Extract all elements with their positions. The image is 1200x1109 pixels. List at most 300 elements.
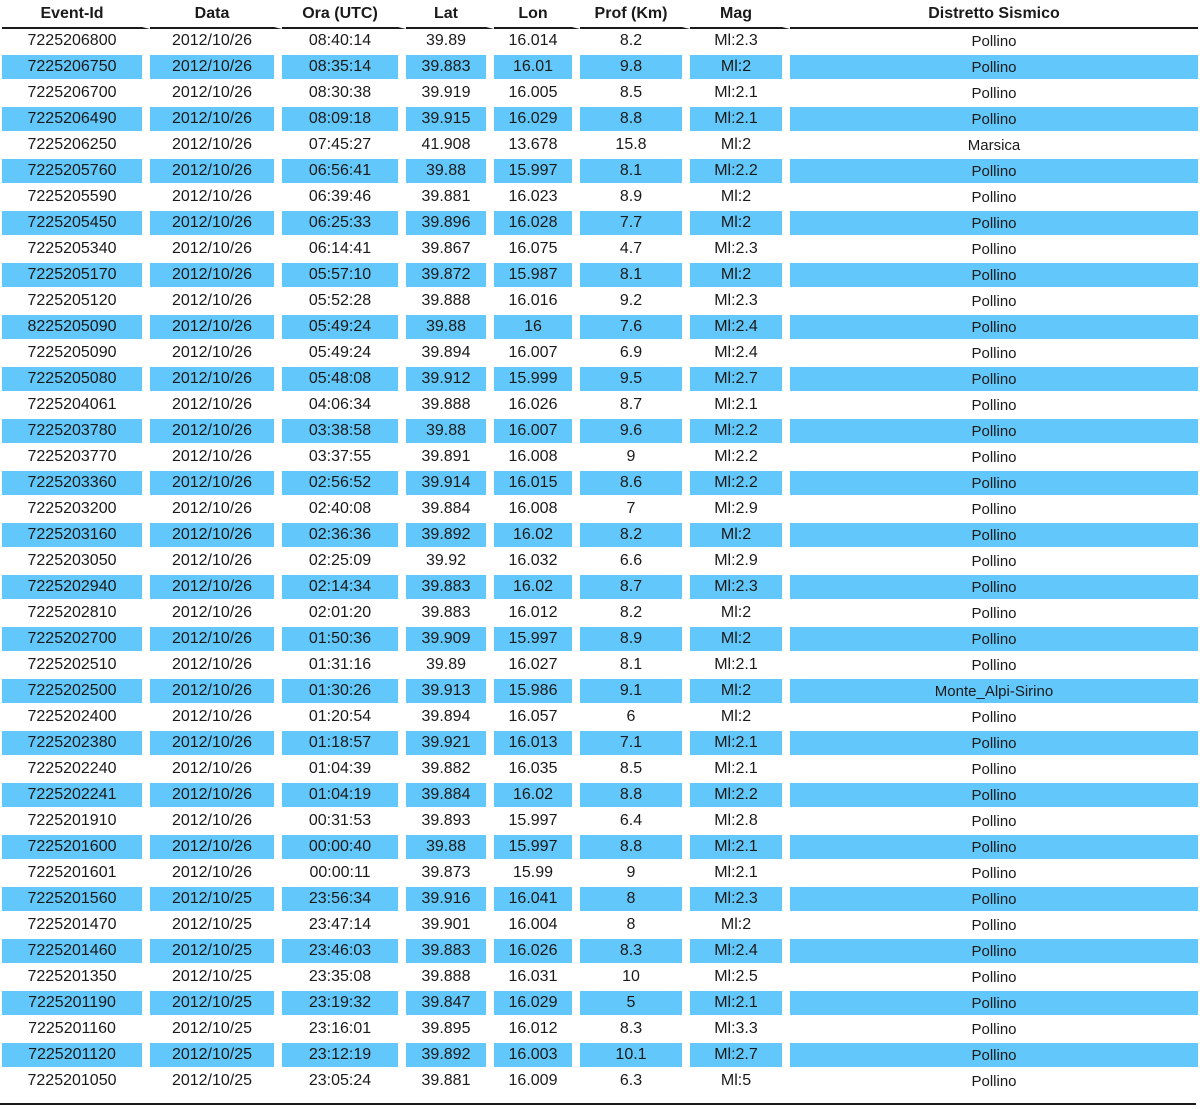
longitude-cell: 16.035 — [494, 757, 580, 783]
table-row[interactable] — [2, 315, 1198, 341]
latitude-cell: 39.909 — [406, 627, 494, 653]
event-id-cell: 7225202940 — [2, 575, 150, 601]
table-row[interactable] — [2, 29, 1198, 55]
date-cell: 2012/10/26 — [150, 471, 282, 497]
district-cell: Pollino — [790, 627, 1198, 653]
depth-cell: 9.2 — [580, 289, 690, 315]
depth-cell: 8.3 — [580, 1017, 690, 1043]
event-id-cell: 7225203200 — [2, 497, 150, 523]
time-cell: 02:36:36 — [282, 523, 406, 549]
depth-cell: 8.5 — [580, 81, 690, 107]
depth-cell: 10 — [580, 965, 690, 991]
longitude-cell: 16.004 — [494, 913, 580, 939]
latitude-cell: 39.921 — [406, 731, 494, 757]
longitude-cell: 16.012 — [494, 601, 580, 627]
time-cell: 01:04:19 — [282, 783, 406, 809]
depth-cell: 9.8 — [580, 55, 690, 81]
magnitude-cell: Ml:2.8 — [690, 809, 790, 835]
latitude-cell: 39.888 — [406, 393, 494, 419]
time-cell: 05:57:10 — [282, 263, 406, 289]
magnitude-cell: Ml:2.1 — [690, 731, 790, 757]
table-row[interactable] — [2, 861, 1198, 887]
date-cell: 2012/10/26 — [150, 549, 282, 575]
event-id-cell: 7225203360 — [2, 471, 150, 497]
depth-cell: 5 — [580, 991, 690, 1017]
time-cell: 01:50:36 — [282, 627, 406, 653]
time-cell: 23:05:24 — [282, 1069, 406, 1095]
date-cell: 2012/10/26 — [150, 55, 282, 81]
depth-cell: 6.3 — [580, 1069, 690, 1095]
magnitude-cell: Ml:2.3 — [690, 237, 790, 263]
event-id-cell: 7225201050 — [2, 1069, 150, 1095]
longitude-cell: 15.99 — [494, 861, 580, 887]
date-cell: 2012/10/26 — [150, 757, 282, 783]
district-cell: Pollino — [790, 653, 1198, 679]
table-row[interactable] — [2, 81, 1198, 107]
event-id-cell: 7225205450 — [2, 211, 150, 237]
table-row[interactable] — [2, 705, 1198, 731]
event-id-cell: 7225201470 — [2, 913, 150, 939]
table-row[interactable] — [2, 289, 1198, 315]
magnitude-cell: Ml:2.1 — [690, 835, 790, 861]
latitude-cell: 39.89 — [406, 653, 494, 679]
table-row[interactable] — [2, 783, 1198, 809]
table-row[interactable] — [2, 185, 1198, 211]
time-cell: 00:00:40 — [282, 835, 406, 861]
event-id-cell: 7225202510 — [2, 653, 150, 679]
time-cell: 04:06:34 — [282, 393, 406, 419]
event-id-cell: 7225201600 — [2, 835, 150, 861]
district-cell: Pollino — [790, 341, 1198, 367]
depth-cell: 9 — [580, 861, 690, 887]
magnitude-cell: Ml:2.3 — [690, 289, 790, 315]
longitude-cell: 16.041 — [494, 887, 580, 913]
district-cell: Marsica — [790, 133, 1198, 159]
date-cell: 2012/10/26 — [150, 159, 282, 185]
magnitude-cell: Ml:2 — [690, 627, 790, 653]
longitude-cell: 16.013 — [494, 731, 580, 757]
table-row[interactable] — [2, 835, 1198, 861]
table-row[interactable] — [2, 367, 1198, 393]
latitude-cell: 39.88 — [406, 419, 494, 445]
time-cell: 02:14:34 — [282, 575, 406, 601]
table-row[interactable] — [2, 1069, 1198, 1095]
magnitude-cell: Ml:2.5 — [690, 965, 790, 991]
date-cell: 2012/10/25 — [150, 991, 282, 1017]
longitude-cell: 16.008 — [494, 445, 580, 471]
time-cell: 02:01:20 — [282, 601, 406, 627]
event-id-cell: 7225201460 — [2, 939, 150, 965]
latitude-cell: 39.872 — [406, 263, 494, 289]
date-cell: 2012/10/26 — [150, 575, 282, 601]
longitude-cell: 16.029 — [494, 991, 580, 1017]
date-cell: 2012/10/25 — [150, 887, 282, 913]
event-id-cell: 7225205090 — [2, 341, 150, 367]
latitude-cell: 39.919 — [406, 81, 494, 107]
longitude-cell: 16.007 — [494, 419, 580, 445]
magnitude-cell: Ml:2.2 — [690, 783, 790, 809]
date-cell: 2012/10/26 — [150, 627, 282, 653]
latitude-cell: 39.916 — [406, 887, 494, 913]
table-row[interactable] — [2, 575, 1198, 601]
longitude-cell: 16.023 — [494, 185, 580, 211]
date-cell: 2012/10/26 — [150, 29, 282, 55]
table-row[interactable] — [2, 549, 1198, 575]
longitude-cell: 16.028 — [494, 211, 580, 237]
district-cell: Pollino — [790, 965, 1198, 991]
time-cell: 01:04:39 — [282, 757, 406, 783]
time-cell: 02:40:08 — [282, 497, 406, 523]
time-cell: 01:20:54 — [282, 705, 406, 731]
magnitude-cell: Ml:2.4 — [690, 939, 790, 965]
date-cell: 2012/10/25 — [150, 1069, 282, 1095]
table-row[interactable] — [2, 497, 1198, 523]
date-cell: 2012/10/26 — [150, 783, 282, 809]
date-cell: 2012/10/25 — [150, 1017, 282, 1043]
longitude-cell: 16.02 — [494, 523, 580, 549]
date-cell: 2012/10/26 — [150, 341, 282, 367]
magnitude-cell: Ml:2 — [690, 133, 790, 159]
event-id-cell: 7225205590 — [2, 185, 150, 211]
magnitude-cell: Ml:2.7 — [690, 367, 790, 393]
depth-cell: 9.5 — [580, 367, 690, 393]
longitude-cell: 15.986 — [494, 679, 580, 705]
depth-cell: 8.6 — [580, 471, 690, 497]
depth-cell: 10.1 — [580, 1043, 690, 1069]
date-cell: 2012/10/26 — [150, 679, 282, 705]
date-cell: 2012/10/26 — [150, 107, 282, 133]
time-cell: 01:30:26 — [282, 679, 406, 705]
longitude-cell: 15.997 — [494, 159, 580, 185]
longitude-cell: 16.014 — [494, 29, 580, 55]
table-row[interactable] — [2, 601, 1198, 627]
time-cell: 23:12:19 — [282, 1043, 406, 1069]
event-id-cell: 7225205340 — [2, 237, 150, 263]
latitude-cell: 39.884 — [406, 783, 494, 809]
magnitude-cell: Ml:2.1 — [690, 393, 790, 419]
latitude-cell: 39.892 — [406, 1043, 494, 1069]
depth-cell: 8.1 — [580, 263, 690, 289]
header-event-id[interactable]: Event-Id — [2, 0, 150, 29]
longitude-cell: 16.02 — [494, 575, 580, 601]
longitude-cell: 16.005 — [494, 81, 580, 107]
table-row[interactable] — [2, 991, 1198, 1017]
latitude-cell: 39.888 — [406, 289, 494, 315]
header-magnitude[interactable]: Mag — [690, 0, 790, 29]
depth-cell: 8.8 — [580, 783, 690, 809]
longitude-cell: 16.027 — [494, 653, 580, 679]
latitude-cell: 39.913 — [406, 679, 494, 705]
district-cell: Pollino — [790, 237, 1198, 263]
magnitude-cell: Ml:2 — [690, 601, 790, 627]
table-row[interactable] — [2, 887, 1198, 913]
event-id-cell: 7225201350 — [2, 965, 150, 991]
event-id-cell: 8225205090 — [2, 315, 150, 341]
latitude-cell: 39.894 — [406, 705, 494, 731]
event-id-cell: 7225205170 — [2, 263, 150, 289]
district-cell: Pollino — [790, 549, 1198, 575]
table-row[interactable] — [2, 913, 1198, 939]
earthquake-events-table — [2, 0, 1198, 1095]
table-row[interactable] — [2, 627, 1198, 653]
date-cell: 2012/10/26 — [150, 289, 282, 315]
longitude-cell: 16.031 — [494, 965, 580, 991]
event-id-cell: 7225205080 — [2, 367, 150, 393]
district-cell: Pollino — [790, 289, 1198, 315]
depth-cell: 6.6 — [580, 549, 690, 575]
header-longitude[interactable]: Lon — [494, 0, 580, 29]
district-cell: Pollino — [790, 887, 1198, 913]
depth-cell: 7 — [580, 497, 690, 523]
longitude-cell: 16.026 — [494, 939, 580, 965]
longitude-cell: 16.026 — [494, 393, 580, 419]
date-cell: 2012/10/26 — [150, 393, 282, 419]
district-cell: Pollino — [790, 393, 1198, 419]
event-id-cell: 7225205120 — [2, 289, 150, 315]
longitude-cell: 16.008 — [494, 497, 580, 523]
district-cell: Pollino — [790, 809, 1198, 835]
time-cell: 06:39:46 — [282, 185, 406, 211]
depth-cell: 8.1 — [580, 159, 690, 185]
depth-cell: 7.1 — [580, 731, 690, 757]
longitude-cell: 15.997 — [494, 627, 580, 653]
latitude-cell: 39.867 — [406, 237, 494, 263]
time-cell: 02:56:52 — [282, 471, 406, 497]
district-cell: Pollino — [790, 471, 1198, 497]
district-cell: Pollino — [790, 29, 1198, 55]
table-row[interactable] — [2, 809, 1198, 835]
table-row[interactable] — [2, 1017, 1198, 1043]
district-cell: Pollino — [790, 445, 1198, 471]
district-cell: Pollino — [790, 1069, 1198, 1095]
event-id-cell: 7225204061 — [2, 393, 150, 419]
event-id-cell: 7225206750 — [2, 55, 150, 81]
magnitude-cell: Ml:2.1 — [690, 861, 790, 887]
table-row[interactable] — [2, 471, 1198, 497]
magnitude-cell: Ml:2.1 — [690, 81, 790, 107]
time-cell: 05:49:24 — [282, 315, 406, 341]
event-id-cell: 7225203160 — [2, 523, 150, 549]
district-cell: Pollino — [790, 705, 1198, 731]
district-cell: Pollino — [790, 575, 1198, 601]
magnitude-cell: Ml:2.9 — [690, 549, 790, 575]
depth-cell: 9 — [580, 445, 690, 471]
latitude-cell: 39.884 — [406, 497, 494, 523]
table-row[interactable] — [2, 757, 1198, 783]
depth-cell: 8.8 — [580, 835, 690, 861]
magnitude-cell: Ml:2.3 — [690, 575, 790, 601]
table-footer-rule — [0, 1103, 1196, 1105]
table-row[interactable] — [2, 55, 1198, 81]
date-cell: 2012/10/26 — [150, 835, 282, 861]
depth-cell: 8.9 — [580, 185, 690, 211]
date-cell: 2012/10/25 — [150, 939, 282, 965]
district-cell: Pollino — [790, 263, 1198, 289]
district-cell: Pollino — [790, 939, 1198, 965]
latitude-cell: 39.88 — [406, 315, 494, 341]
time-cell: 23:35:08 — [282, 965, 406, 991]
date-cell: 2012/10/25 — [150, 965, 282, 991]
magnitude-cell: Ml:2.2 — [690, 445, 790, 471]
table-row[interactable] — [2, 211, 1198, 237]
event-id-cell: 7225201910 — [2, 809, 150, 835]
header-time-utc[interactable]: Ora (UTC) — [282, 0, 406, 29]
district-cell: Pollino — [790, 783, 1198, 809]
latitude-cell: 39.88 — [406, 835, 494, 861]
event-id-cell: 7225201601 — [2, 861, 150, 887]
event-id-cell: 7225202500 — [2, 679, 150, 705]
table-row[interactable] — [2, 107, 1198, 133]
event-id-cell: 7225202241 — [2, 783, 150, 809]
time-cell: 08:09:18 — [282, 107, 406, 133]
time-cell: 05:48:08 — [282, 367, 406, 393]
district-cell: Pollino — [790, 211, 1198, 237]
depth-cell: 8.7 — [580, 575, 690, 601]
depth-cell: 7.6 — [580, 315, 690, 341]
magnitude-cell: Ml:2 — [690, 263, 790, 289]
table-row[interactable] — [2, 965, 1198, 991]
table-row[interactable] — [2, 133, 1198, 159]
event-id-cell: 7225203780 — [2, 419, 150, 445]
event-id-cell: 7225202240 — [2, 757, 150, 783]
latitude-cell: 39.883 — [406, 575, 494, 601]
date-cell: 2012/10/26 — [150, 523, 282, 549]
latitude-cell: 39.888 — [406, 965, 494, 991]
longitude-cell: 16.015 — [494, 471, 580, 497]
latitude-cell: 39.873 — [406, 861, 494, 887]
date-cell: 2012/10/26 — [150, 419, 282, 445]
header-date[interactable]: Data — [150, 0, 282, 29]
table-row[interactable] — [2, 237, 1198, 263]
district-cell: Pollino — [790, 185, 1198, 211]
district-cell: Pollino — [790, 1017, 1198, 1043]
header-depth-km[interactable]: Prof (Km) — [580, 0, 690, 29]
longitude-cell: 16.029 — [494, 107, 580, 133]
date-cell: 2012/10/26 — [150, 653, 282, 679]
header-latitude[interactable]: Lat — [406, 0, 494, 29]
table-row[interactable] — [2, 523, 1198, 549]
table-row[interactable] — [2, 939, 1198, 965]
latitude-cell: 39.882 — [406, 757, 494, 783]
depth-cell: 8.7 — [580, 393, 690, 419]
longitude-cell: 15.997 — [494, 809, 580, 835]
longitude-cell: 16.057 — [494, 705, 580, 731]
table-row[interactable] — [2, 653, 1198, 679]
longitude-cell: 16.007 — [494, 341, 580, 367]
time-cell: 05:52:28 — [282, 289, 406, 315]
time-cell: 06:25:33 — [282, 211, 406, 237]
table-row[interactable] — [2, 679, 1198, 705]
time-cell: 00:00:11 — [282, 861, 406, 887]
depth-cell: 8.2 — [580, 601, 690, 627]
magnitude-cell: Ml:2.4 — [690, 315, 790, 341]
table-row[interactable] — [2, 393, 1198, 419]
latitude-cell: 39.89 — [406, 29, 494, 55]
latitude-cell: 39.915 — [406, 107, 494, 133]
event-id-cell: 7225206800 — [2, 29, 150, 55]
district-cell: Pollino — [790, 861, 1198, 887]
date-cell: 2012/10/25 — [150, 913, 282, 939]
latitude-cell: 39.895 — [406, 1017, 494, 1043]
magnitude-cell: Ml:2.4 — [690, 341, 790, 367]
magnitude-cell: Ml:2 — [690, 679, 790, 705]
header-seismic-district[interactable]: Distretto Sismico — [790, 0, 1198, 29]
time-cell: 02:25:09 — [282, 549, 406, 575]
district-cell: Pollino — [790, 601, 1198, 627]
magnitude-cell: Ml:2 — [690, 523, 790, 549]
event-id-cell: 7225202400 — [2, 705, 150, 731]
time-cell: 03:37:55 — [282, 445, 406, 471]
latitude-cell: 39.896 — [406, 211, 494, 237]
table-row[interactable] — [2, 445, 1198, 471]
district-cell: Pollino — [790, 81, 1198, 107]
date-cell: 2012/10/26 — [150, 445, 282, 471]
longitude-cell: 16.012 — [494, 1017, 580, 1043]
latitude-cell: 39.883 — [406, 939, 494, 965]
depth-cell: 9.1 — [580, 679, 690, 705]
time-cell: 06:56:41 — [282, 159, 406, 185]
table-row[interactable] — [2, 341, 1198, 367]
time-cell: 23:46:03 — [282, 939, 406, 965]
magnitude-cell: Ml:2 — [690, 705, 790, 731]
latitude-cell: 39.883 — [406, 601, 494, 627]
district-cell: Pollino — [790, 497, 1198, 523]
date-cell: 2012/10/26 — [150, 367, 282, 393]
depth-cell: 4.7 — [580, 237, 690, 263]
depth-cell: 7.7 — [580, 211, 690, 237]
table-row[interactable] — [2, 419, 1198, 445]
date-cell: 2012/10/26 — [150, 133, 282, 159]
date-cell: 2012/10/26 — [150, 601, 282, 627]
latitude-cell: 39.88 — [406, 159, 494, 185]
time-cell: 08:30:38 — [282, 81, 406, 107]
table-row[interactable] — [2, 731, 1198, 757]
table-row[interactable] — [2, 159, 1198, 185]
table-row[interactable] — [2, 263, 1198, 289]
district-cell: Pollino — [790, 523, 1198, 549]
time-cell: 07:45:27 — [282, 133, 406, 159]
latitude-cell: 39.92 — [406, 549, 494, 575]
time-cell: 08:40:14 — [282, 29, 406, 55]
depth-cell: 8.2 — [580, 523, 690, 549]
longitude-cell: 16.016 — [494, 289, 580, 315]
date-cell: 2012/10/26 — [150, 315, 282, 341]
longitude-cell: 15.999 — [494, 367, 580, 393]
time-cell: 00:31:53 — [282, 809, 406, 835]
depth-cell: 8.9 — [580, 627, 690, 653]
depth-cell: 9.6 — [580, 419, 690, 445]
event-id-cell: 7225201120 — [2, 1043, 150, 1069]
district-cell: Pollino — [790, 315, 1198, 341]
event-id-cell: 7225205760 — [2, 159, 150, 185]
table-row[interactable] — [2, 1043, 1198, 1069]
header-row — [2, 0, 1198, 29]
magnitude-cell: Ml:2.2 — [690, 159, 790, 185]
magnitude-cell: Ml:2 — [690, 211, 790, 237]
magnitude-cell: Ml:2.9 — [690, 497, 790, 523]
latitude-cell: 39.891 — [406, 445, 494, 471]
depth-cell: 8.8 — [580, 107, 690, 133]
magnitude-cell: Ml:2.1 — [690, 653, 790, 679]
longitude-cell: 16.003 — [494, 1043, 580, 1069]
magnitude-cell: Ml:5 — [690, 1069, 790, 1095]
depth-cell: 8.1 — [580, 653, 690, 679]
date-cell: 2012/10/26 — [150, 861, 282, 887]
district-cell: Monte_Alpi-Sirino — [790, 679, 1198, 705]
latitude-cell: 39.892 — [406, 523, 494, 549]
time-cell: 03:38:58 — [282, 419, 406, 445]
event-id-cell: 7225202810 — [2, 601, 150, 627]
